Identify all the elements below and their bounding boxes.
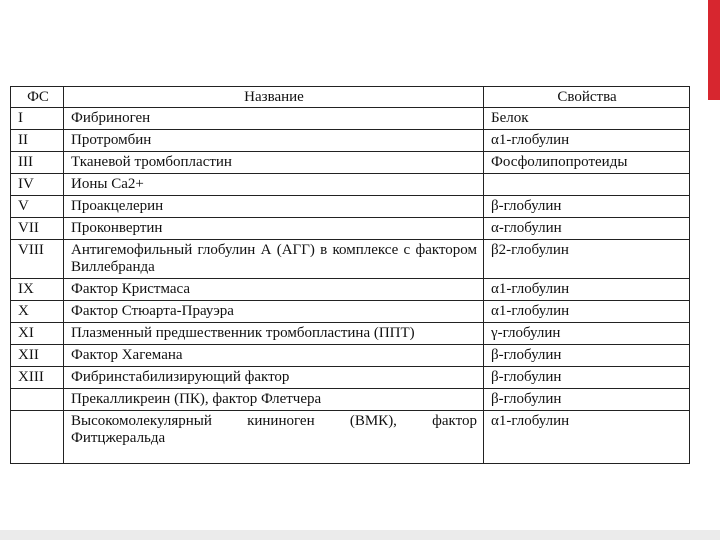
- factor-properties: α1-глобулин: [484, 411, 690, 464]
- factor-properties: Фосфолипопротеиды: [484, 152, 690, 174]
- factor-number: I: [11, 108, 64, 130]
- factor-name: Прекалликреин (ПК), фактор Флетчера: [64, 389, 484, 411]
- factor-number: V: [11, 196, 64, 218]
- coagulation-factors-table: [10, 86, 690, 464]
- factor-number: IX: [11, 279, 64, 301]
- table-row: [11, 130, 690, 152]
- header-name: Название: [64, 87, 484, 108]
- table-row: [11, 345, 690, 367]
- slide-accent-bar: [708, 0, 720, 100]
- factor-properties: α-глобулин: [484, 218, 690, 240]
- factor-properties: γ-глобулин: [484, 323, 690, 345]
- table-row: [11, 108, 690, 130]
- table-row: [11, 323, 690, 345]
- factor-properties: β-глобулин: [484, 389, 690, 411]
- header-fs: ФС: [11, 87, 64, 108]
- factor-name: Антигемофильный глобулин А (АГГ) в комплексе с фактором Виллебранда: [64, 240, 484, 279]
- factor-number: [11, 389, 64, 411]
- table-row: [11, 218, 690, 240]
- factor-properties: [484, 174, 690, 196]
- slide-bottom-strip: [0, 530, 720, 540]
- factor-properties: β-глобулин: [484, 367, 690, 389]
- factor-name: Ионы Са2+: [64, 174, 484, 196]
- factor-properties: β-глобулин: [484, 345, 690, 367]
- factor-number: [11, 411, 64, 464]
- factor-number: XIII: [11, 367, 64, 389]
- table-row: [11, 152, 690, 174]
- table-row: [11, 389, 690, 411]
- factor-number: X: [11, 301, 64, 323]
- factor-name: Фибриноген: [64, 108, 484, 130]
- table-row: [11, 411, 690, 464]
- factor-name: Протромбин: [64, 130, 484, 152]
- table-row: [11, 367, 690, 389]
- table-row: [11, 196, 690, 218]
- table-header-row: [11, 87, 690, 108]
- factor-properties: β2-глобулин: [484, 240, 690, 279]
- factor-number: VII: [11, 218, 64, 240]
- factor-name: Фактор Хагемана: [64, 345, 484, 367]
- factor-number: II: [11, 130, 64, 152]
- factor-name: Проакцелерин: [64, 196, 484, 218]
- factor-name: Фактор Кристмаса: [64, 279, 484, 301]
- factor-properties: α1-глобулин: [484, 301, 690, 323]
- factor-number: III: [11, 152, 64, 174]
- table-row: [11, 240, 690, 279]
- factor-name: Высокомолекулярный кининоген (ВМК), фактор Фитцжеральда: [64, 411, 484, 464]
- factor-number: XII: [11, 345, 64, 367]
- factor-name: Проконвертин: [64, 218, 484, 240]
- table-row: [11, 301, 690, 323]
- factor-number: IV: [11, 174, 64, 196]
- factor-name: Тканевой тромбопластин: [64, 152, 484, 174]
- factor-name: Плазменный предшественник тромбопластина (ППТ): [64, 323, 484, 345]
- factor-properties: α1-глобулин: [484, 130, 690, 152]
- header-properties: Свойства: [484, 87, 690, 108]
- factor-properties: α1-глобулин: [484, 279, 690, 301]
- factor-number: XI: [11, 323, 64, 345]
- factor-name: Фактор Стюарта-Прауэра: [64, 301, 484, 323]
- table-row: [11, 279, 690, 301]
- factor-properties: Белок: [484, 108, 690, 130]
- table-row: [11, 174, 690, 196]
- factor-name: Фибринстабилизирующий фактор: [64, 367, 484, 389]
- factor-number: VIII: [11, 240, 64, 279]
- factor-properties: β-глобулин: [484, 196, 690, 218]
